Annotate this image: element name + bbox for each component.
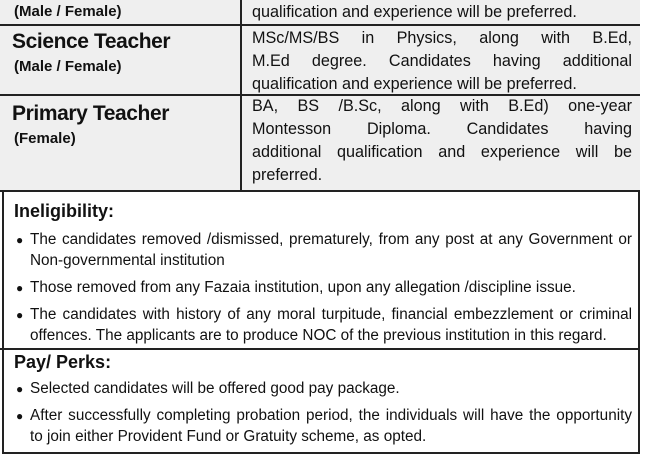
column-divider [240,0,242,24]
position-row-primary-teacher [0,96,640,192]
bullet-text-line: The candidates with history of any moral turpitude, financial embezzlement or criminal [30,306,632,323]
position-title: Primary Teacher [12,102,170,125]
bullet-text-line: After successfully completing probation period, the individuals will have the opportunity [30,407,632,424]
position-gender: (Male / Female) [14,58,122,75]
ineligibility-heading: Ineligibility: [14,201,115,221]
requirement-line: qualification and experience will be preferred. [252,3,577,21]
bullet-text-line: Those removed from any Fazaia institution, upon any allegation /discipline issue. [30,279,576,296]
position-row-college [0,0,640,26]
requirement-line: additional qualification and experience will be [252,143,632,161]
bullet-icon: ● [16,281,24,295]
requirement-line: Montesson Diploma. Candidates having [252,120,632,138]
bullet-icon: ● [16,409,24,423]
column-divider [240,26,242,94]
position-requirements [252,1,632,24]
pay-perks-heading: Pay/ Perks: [14,352,112,372]
position-gender: (Female) [14,130,76,147]
position-row-science-teacher [0,26,640,96]
bullet-icon: ● [16,382,24,396]
position-requirements [252,27,632,96]
bullet-text-line: The candidates removed /dismissed, prematurely, from any post at any Government or [30,231,632,248]
bullet-icon: ● [16,308,24,322]
bullet-text-line: offences. The applicants are to produce NOC of the previous institution in this regard. [30,327,607,344]
requirement-line: MSc/MS/BS in Physics, along with B.Ed, [252,29,632,47]
column-divider [240,96,242,190]
position-title: Science Teacher [12,30,171,53]
bullet-text-line: Non-governmental institution [30,252,225,269]
bullet-text-line: to join either Provident Fund or Gratuity scheme, as opted. [30,428,427,445]
requirement-line: preferred. [252,166,323,184]
bullet-text-line: Selected candidates will be offered good pay package. [30,380,400,397]
requirement-line: M.Ed degree. Candidates having additional [252,52,632,70]
requirement-line: qualification and experience will be preferred. [252,75,577,93]
position-requirements [252,95,632,187]
section-divider [0,348,640,350]
position-gender: (Male / Female) [14,3,122,20]
bullet-icon: ● [16,233,24,247]
requirement-line: BA, BS /B.Sc, along with B.Ed) one-year [252,97,632,115]
